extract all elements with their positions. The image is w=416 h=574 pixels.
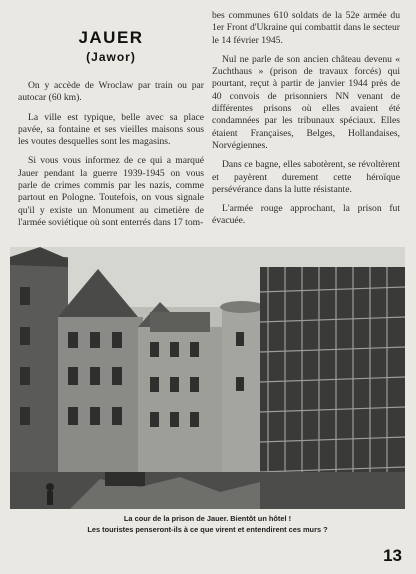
caption-line-2: Les touristes penseront-ils à ce que virent et entendirent ces murs ? <box>87 525 328 534</box>
left-column <box>18 28 204 236</box>
paragraph-evacuation: L'armée rouge approchant, la prison fut évacuée. <box>212 203 400 227</box>
paragraph-access: On y accède de Wroclaw par train ou par autocar (60 km). <box>18 80 204 104</box>
paragraph-town: La ville est typique, belle avec sa place pavée, sa fontaine et ses vieilles maisons sous les voutes desquelles sont les magasins. <box>18 111 204 148</box>
photo-caption <box>10 513 405 535</box>
paragraph-resistance: Dans ce bagne, elles sabotèrent, se révoltèrent et payèrent durement cette héroïque persévérance dans la lutte résistante. <box>212 159 400 195</box>
photo-illustration <box>10 247 405 509</box>
article-subtitle: (Jawor) <box>86 50 136 64</box>
paragraph-war: Si vous vous informez de ce qui a marqué Jauer pendant la guerre 1939-1945 on vous parle de crimes commis par les nazis, comme partout en Pologne. Toutefois, on vous signale qu'il y existe un Monument au cimetière de l'armée soviétique où sont enterrés dans 17 tom- <box>18 155 204 228</box>
paragraph-soldiers: bes communes 610 soldats de la 52e armée du 1er Front d'Ukraine qui combattit dans le secteur le 14 février 1945. <box>212 10 400 46</box>
page-number: 13 <box>383 546 402 565</box>
prison-courtyard-photo <box>10 247 405 509</box>
right-column <box>212 10 400 235</box>
paragraph-prison: Nul ne parle de son ancien château devenu « Zuchthaus » (prison de travaux forcés) qui pourtant, reçut à partir de janvier 1944 près de 40 convois de prisonniers NN venant de différentes prisons où elles avaient été condamnées par les tribunaux spéciaux. Elles étaient Françaises, Belges, Hollandaises, Norvégiennes. <box>212 53 400 151</box>
caption-line-1: La cour de la prison de Jauer. Bientôt un hôtel ! <box>123 514 292 523</box>
article-title: JAUER <box>78 28 144 47</box>
